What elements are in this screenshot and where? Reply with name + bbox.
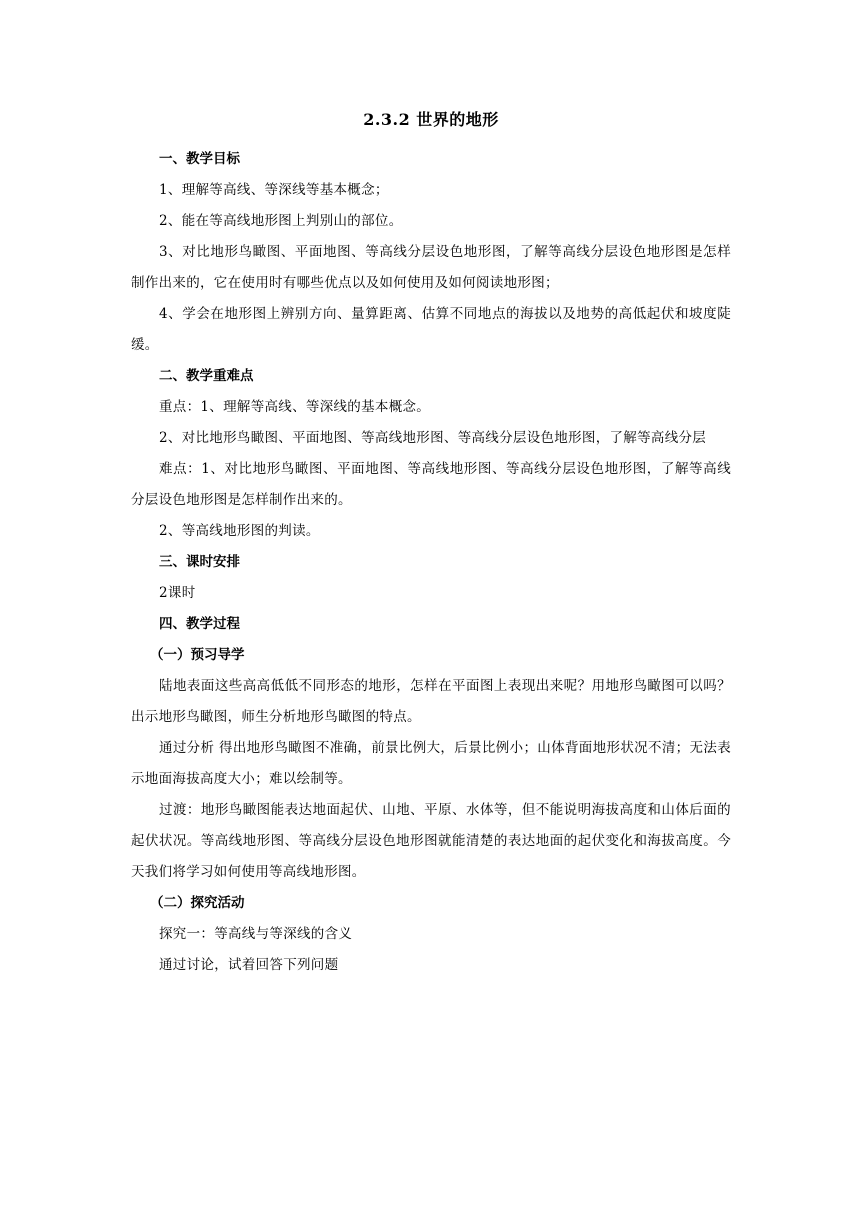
section-heading: 三、课时安排 (159, 554, 240, 570)
section-teaching-process (131, 609, 731, 981)
paragraph: 1、理解等高线、等深线等基本概念； (159, 182, 389, 198)
paragraph: 4、学会在地形图上辨别方向、量算距离、估算不同地点的海拔以及地势的高低起伏和坡度陡缓。 (131, 306, 731, 353)
paragraph: 2课时 (159, 585, 196, 601)
paragraph: 过渡：地形鸟瞰图能表达地面起伏、山地、平原、水体等，但不能说明海拔高度和山体后面的起伏状况。等高线地形图、等高线分层设色地形图就能清楚的表达地面的起伏变化和海拔高度。今天我们将学习如何使用等高线地形图。 (131, 802, 731, 880)
section-key-points (131, 361, 731, 547)
paragraph: 陆地表面这些高高低低不同形态的地形，怎样在平面图上表现出来呢？用地形鸟瞰图可以吗？出示地形鸟瞰图，师生分析地形鸟瞰图的特点。 (131, 678, 731, 725)
section-heading: 四、教学过程 (159, 616, 240, 632)
document-title: 2.3.2 世界的地形 (363, 110, 499, 129)
paragraph: 2、能在等高线地形图上判别山的部位。 (159, 213, 403, 229)
subsection-heading: （二）探究活动 (150, 895, 245, 911)
paragraph: 通过分析 得出地形鸟瞰图不准确，前景比例大，后景比例小；山体背面地形状况不清；无法表示地面海拔高度大小；难以绘制等。 (131, 740, 731, 787)
paragraph: 2、对比地形鸟瞰图、平面地图、等高线地形图、等高线分层设色地形图，了解等高线分层 (159, 430, 707, 446)
section-heading: 二、教学重难点 (159, 368, 254, 384)
subsection-heading: （一）预习导学 (150, 647, 245, 663)
section-schedule (131, 547, 731, 609)
section-teaching-goals (131, 144, 731, 361)
paragraph: 探究一：等高线与等深线的含义 (159, 926, 353, 942)
paragraph: 3、对比地形鸟瞰图、平面地图、等高线分层设色地形图，了解等高线分层设色地形图是怎样制作出来的，它在使用时有哪些优点以及如何使用及如何阅读地形图； (131, 244, 731, 291)
paragraph: 通过讨论，试着回答下列问题 (159, 957, 339, 973)
paragraph: 2、等高线地形图的判读。 (159, 523, 320, 539)
paragraph: 难点：1、对比地形鸟瞰图、平面地图、等高线地形图、等高线分层设色地形图，了解等高线分层设色地形图是怎样制作出来的。 (131, 461, 731, 508)
paragraph: 重点：1、理解等高线、等深线的基本概念。 (159, 399, 431, 415)
document-page (131, 108, 731, 981)
section-heading: 一、教学目标 (159, 151, 240, 167)
